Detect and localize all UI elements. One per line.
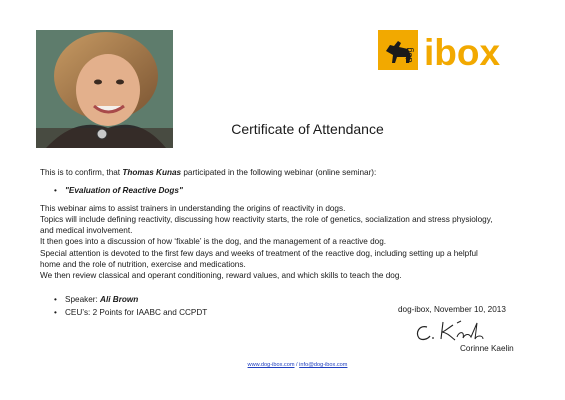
logo-text-dog: dog xyxy=(404,47,414,63)
description-line-7: We then review classical and operant conditioning, reward values, and which skills to teach the dog. xyxy=(40,270,402,280)
description-line-4: It then goes into a discussion of how ‘fixable’ is the dog, and the management of a reactive dog. xyxy=(40,237,387,247)
email-link[interactable]: info@dog-ibox.com xyxy=(299,362,348,368)
ceu-item: • CEU’s: 2 Points for IAABC and CCPDT xyxy=(54,306,207,319)
certificate-title: Certificate of Attendance xyxy=(231,121,384,137)
speaker-name: Ali Brown xyxy=(100,295,139,304)
logo-text-ibox: ibox xyxy=(424,32,501,73)
description-line-2: Topics will include defining reactivity, discussing how reactivity starts, the role of genetics, socialization and stress physiology, xyxy=(40,215,493,225)
signer-name: Corinne Kaelin xyxy=(460,344,514,353)
signature-image xyxy=(413,319,503,343)
org-date: dog-ibox, November 10, 2013 xyxy=(398,305,506,314)
description-line-6: home and the role of nutrition, exercise and medications. xyxy=(40,259,246,269)
webinar-title: • "Evaluation of Reactive Dogs" xyxy=(54,185,540,196)
intro-line: This is to confirm, that Thomas Kunas participated in the following webinar (online seminar): xyxy=(40,168,377,177)
webinar-list xyxy=(54,185,540,196)
description-line-5: Special attention is devoted to the first few days and weeks of treatment of the reactive dog, including setting up a helpful xyxy=(40,248,478,258)
description-line-3: and medical involvement. xyxy=(40,226,133,236)
details-list xyxy=(54,293,207,319)
website-link[interactable]: www.dog-ibox.com xyxy=(247,362,295,368)
description-line-1: This webinar aims to assist trainers in understanding the origins of reactivity in dogs. xyxy=(40,204,346,214)
speaker-item: • Speaker: Ali Brown xyxy=(54,293,207,306)
dog-ibox-logo xyxy=(378,27,518,75)
footer-links: www.dog-ibox.com / info@dog-ibox.com xyxy=(247,362,348,368)
attendee-name: Thomas Kunas xyxy=(122,168,182,177)
certificate-body xyxy=(40,167,540,281)
